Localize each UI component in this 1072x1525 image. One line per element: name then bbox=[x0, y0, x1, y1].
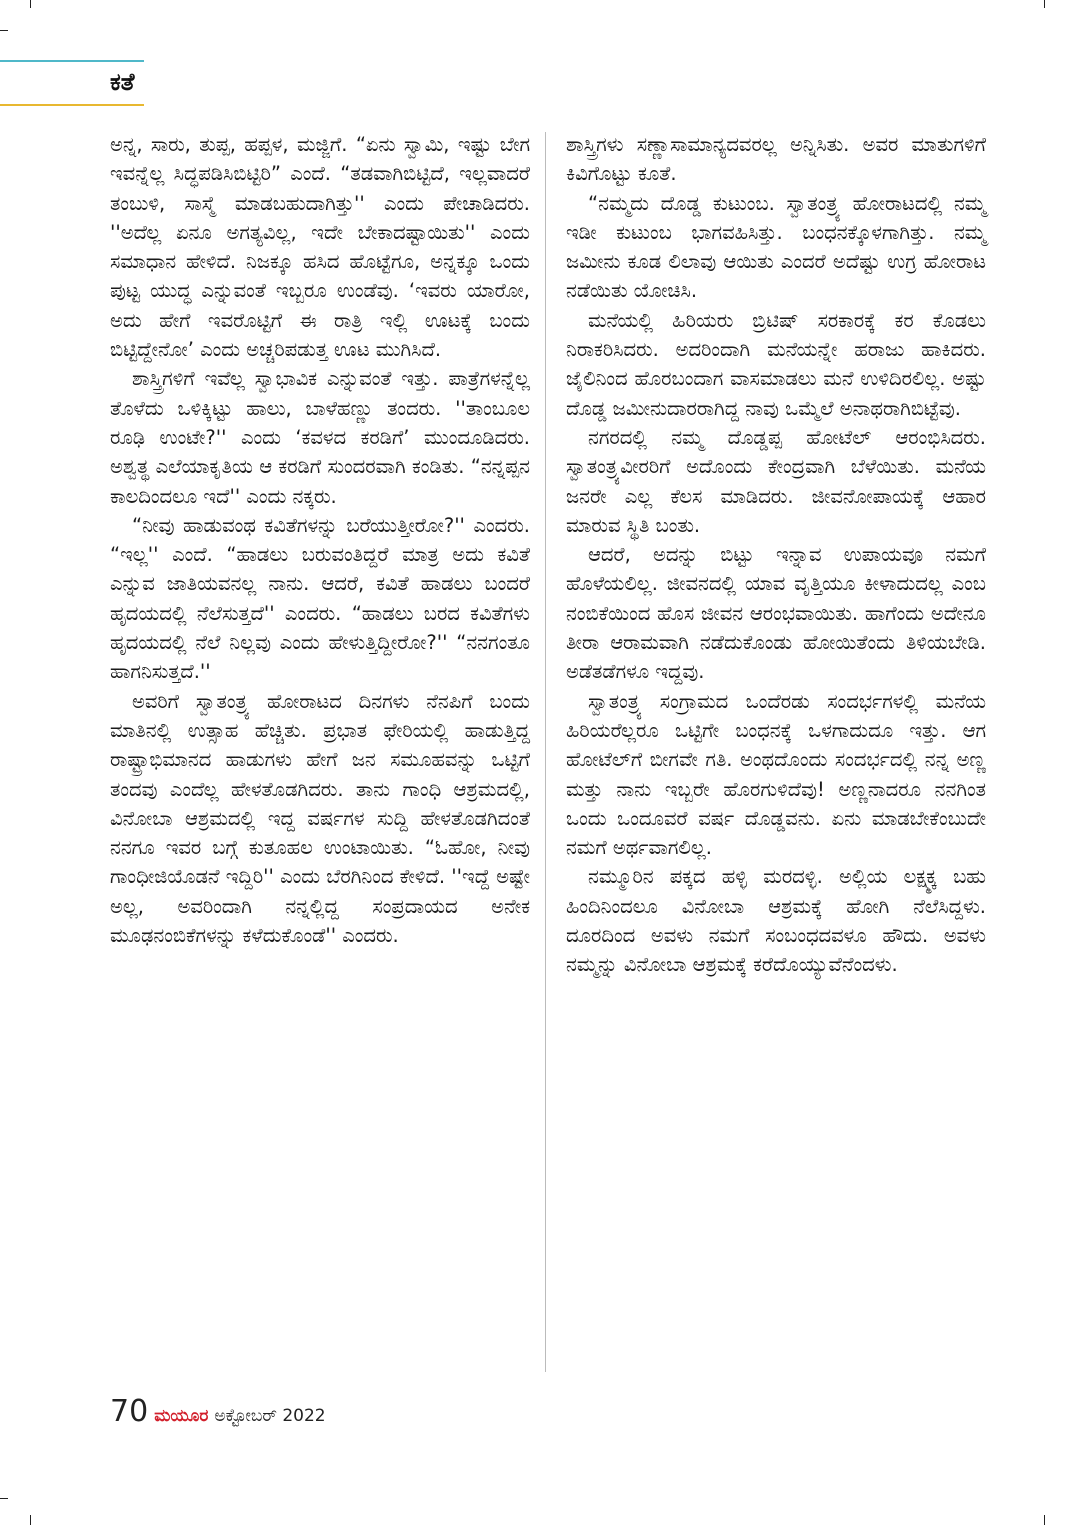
crop-mark bbox=[30, 0, 31, 8]
paragraph: “ನೀವು ಹಾಡುವಂಥ ಕವಿತೆಗಳನ್ನು ಬರೆಯುತ್ತೀರೋ?'' ಎಂದರು. “ಇಲ್ಲ'' ಎಂದೆ. “ಹಾಡಲು ಬರುವಂತಿದ್ದರೆ ಮಾತ್ರ ಅದು ಕವಿತೆ ಎನ್ನುವ ಜಾತಿಯವನಲ್ಲ ನಾನು. ಆದರೆ, ಕವಿತೆ ಹಾಡಲು ಬಂದರೆ ಹೃದಯದಲ್ಲಿ ನೆಲೆಸುತ್ತದೆ'' ಎಂದರು. “ಹಾಡಲು ಬರದ ಕವಿತೆಗಳು ಹೃದಯದಲ್ಲಿ ನೆಲೆ ನಿಲ್ಲವು ಎಂದು ಹೇಳುತ್ತಿದ್ದೀರೋ?'' “ನನಗಂತೂ ಹಾಗನಿಸುತ್ತದೆ.'' bbox=[110, 513, 530, 684]
paragraph: ಸ್ವಾತಂತ್ರ್ಯ ಸಂಗ್ರಾಮದ ಒಂದೆರಡು ಸಂದರ್ಭಗಳಲ್ಲಿ ಮನೆಯ ಹಿರಿಯರೆಲ್ಲರೂ ಒಟ್ಟಿಗೇ ಬಂಧನಕ್ಕೆ ಒಳಗಾದುದೂ ಇತ್ತು. ಆಗ ಹೋಟೆಲ್‌ಗೆ ಬೀಗವೇ ಗತಿ. ಅಂಥದೊಂದು ಸಂದರ್ಭದಲ್ಲಿ ನನ್ನ ಅಣ್ಣ ಮತ್ತು ನಾನು ಇಬ್ಬರೇ ಹೊರಗುಳಿದೆವು! ಅಣ್ಣನಾದರೂ ನನಗಿಂತ ಒಂದು ಒಂದೂವರೆ ವರ್ಷ ದೊಡ್ಡವನು. ಏನು ಮಾಡಬೇಕೆಂಬುದೇ ನಮಗೆ ಅರ್ಥವಾಗಲಿಲ್ಲ. bbox=[566, 689, 986, 860]
column-divider bbox=[545, 132, 546, 1372]
crop-mark bbox=[1044, 1515, 1045, 1525]
paragraph: ನಮ್ಮೂರಿನ ಪಕ್ಕದ ಹಳ್ಳಿ ಮರದಳ್ಳಿ. ಅಲ್ಲಿಯ ಲಕ್ಷ್ಮಕ್ಕ ಬಹು ಹಿಂದಿನಿಂದಲೂ ವಿನೋಬಾ ಆಶ್ರಮಕ್ಕೆ ಹೋಗಿ ನೆಲೆಸಿದ್ದಳು. ದೂರದಿಂದ ಅವಳು ನಮಗೆ ಸಂಬಂಧದವಳೂ ಹೌದು. ಅವಳು ನಮ್ಮನ್ನು ವಿನೋಬಾ ಆಶ್ರಮಕ್ಕೆ ಕರೆದೊಯ್ಯುವೆನೆಂದಳು. bbox=[566, 865, 986, 977]
paragraph: ಅನ್ನ, ಸಾರು, ತುಪ್ಪ, ಹಪ್ಪಳ, ಮಜ್ಜಿಗೆ. “ಏನು ಸ್ವಾಮಿ, ಇಷ್ಟು ಬೇಗ ಇವನ್ನೆಲ್ಲ ಸಿದ್ಧಪಡಿಸಿಬಿಟ್ಟಿರಿ” ಎಂದೆ. “ತಡವಾಗಿಬಿಟ್ಟಿದೆ, ಇಲ್ಲವಾದರೆ ತಂಬುಳಿ, ಸಾಸ್ಮೆ ಮಾಡಬಹುದಾಗಿತ್ತು'' ಎಂದು ಪೇಚಾಡಿದರು. ''ಅದೆಲ್ಲ ಏನೂ ಅಗತ್ಯವಿಲ್ಲ, ಇದೇ ಬೇಕಾದಷ್ಟಾಯಿತು'' ಎಂದು ಸಮಾಧಾನ ಹೇಳಿದೆ. ನಿಜಕ್ಕೂ ಹಸಿದ ಹೊಟ್ಟೆಗೂ, ಅನ್ನಕ್ಕೂ ಒಂದು ಪುಟ್ಟ ಯುದ್ಧ ಎನ್ನುವಂತೆ ಇಬ್ಬರೂ ಉಂಡೆವು. ‘ಇವರು ಯಾರೋ, ಅದು ಹೇಗೆ ಇವರೊಟ್ಟಿಗೆ ಈ ರಾತ್ರಿ ಇಲ್ಲಿ ಊಟಕ್ಕೆ ಬಂದು ಬಿಟ್ಟಿದ್ದೇನೋ’ ಎಂದು ಅಚ್ಚರಿಪಡುತ್ತ ಊಟ ಮುಗಿಸಿದೆ. bbox=[110, 133, 530, 362]
magazine-name: ಮಯೂರ bbox=[154, 1406, 209, 1426]
crop-mark bbox=[1044, 0, 1045, 8]
page-footer bbox=[110, 1394, 326, 1429]
issue-date: ಅಕ್ಟೋಬರ್ 2022 bbox=[214, 1406, 326, 1426]
paragraph: ಅವರಿಗೆ ಸ್ವಾತಂತ್ರ್ಯ ಹೋರಾಟದ ದಿನಗಳು ನೆನಪಿಗೆ ಬಂದು ಮಾತಿನಲ್ಲಿ ಉತ್ಸಾಹ ಹೆಚ್ಚಿತು. ಪ್ರಭಾತ ಫೇರಿಯಲ್ಲಿ ಹಾಡುತ್ತಿದ್ದ ರಾಷ್ಟ್ರಾಭಿಮಾನದ ಹಾಡುಗಳು ಹೇಗೆ ಜನ ಸಮೂಹವನ್ನು ಒಟ್ಟಿಗೆ ತಂದವು ಎಂದೆಲ್ಲ ಹೇಳತೊಡಗಿದರು. ತಾನು ಗಾಂಧಿ ಆಶ್ರಮದಲ್ಲಿ, ವಿನೋಬಾ ಆಶ್ರಮದಲ್ಲಿ ಇದ್ದ ವರ್ಷಗಳ ಸುದ್ದಿ ಹೇಳತೊಡಗಿದಂತೆ ನನಗೂ ಇವರ ಬಗ್ಗೆ ಕುತೂಹಲ ಉಂಟಾಯಿತು. “ಓಹೋ, ನೀವು ಗಾಂಧೀಜಿಯೊಡನೆ ಇದ್ದಿರಿ'' ಎಂದು ಬೆರಗಿನಿಂದ ಕೇಳಿದೆ. ''ಇದ್ದೆ ಅಷ್ಟೇ ಅಲ್ಲ, ಅವರಿಂದಾಗಿ ನನ್ನಲ್ಲಿದ್ದ ಸಂಪ್ರದಾಯದ ಅನೇಕ ಮೂಢನಂಬಿಕೆಗಳನ್ನು ಕಳೆದುಕೊಂಡೆ'' ಎಂದರು. bbox=[110, 689, 530, 948]
crop-mark bbox=[30, 1515, 31, 1525]
paragraph: ಮನೆಯಲ್ಲಿ ಹಿರಿಯರು ಬ್ರಿಟಿಷ್ ಸರಕಾರಕ್ಕೆ ಕರ ಕೊಡಲು ನಿರಾಕರಿಸಿದರು. ಅದರಿಂದಾಗಿ ಮನೆಯನ್ನೇ ಹರಾಜು ಹಾಕಿದರು. ಜೈಲಿನಿಂದ ಹೊರಬಂದಾಗ ವಾಸಮಾಡಲು ಮನೆ ಉಳಿದಿರಲಿಲ್ಲ. ಅಷ್ಟು ದೊಡ್ಡ ಜಮೀನುದಾರರಾಗಿದ್ದ ನಾವು ಒಮ್ಮೆಲೆ ಅನಾಥರಾಗಿಬಿಟ್ಟೆವು. bbox=[566, 308, 986, 420]
section-rule-bottom bbox=[0, 104, 144, 106]
right-column bbox=[566, 130, 986, 980]
paragraph: ಆದರೆ, ಅದನ್ನು ಬಿಟ್ಟು ಇನ್ನಾವ ಉಪಾಯವೂ ನಮಗೆ ಹೊಳೆಯಲಿಲ್ಲ. ಜೀವನದಲ್ಲಿ ಯಾವ ವೃತ್ತಿಯೂ ಕೀಳಾದುದಲ್ಲ ಎಂಬ ನಂಬಿಕೆಯಿಂದ ಹೊಸ ಜೀವನ ಆರಂಭವಾಯಿತು. ಹಾಗೆಂದು ಅದೇನೂ ತೀರಾ ಆರಾಮವಾಗಿ ನಡೆದುಕೊಂಡು ಹೋಯಿತೆಂದು ತಿಳಿಯಬೇಡಿ. ಅಡೆತಡೆಗಳೂ ಇದ್ದವು. bbox=[566, 543, 986, 684]
paragraph: “ನಮ್ಮದು ದೊಡ್ಡ ಕುಟುಂಬ. ಸ್ವಾತಂತ್ರ್ಯ ಹೋರಾಟದಲ್ಲಿ ನಮ್ಮ ಇಡೀ ಕುಟುಂಬ ಭಾಗವಹಿಸಿತ್ತು. ಬಂಧನಕ್ಕೊಳಗಾಗಿತ್ತು. ನಮ್ಮ ಜಮೀನು ಕೂಡ ಲಿಲಾವು ಆಯಿತು ಎಂದರೆ ಅದೆಷ್ಟು ಉಗ್ರ ಹೋರಾಟ ನಡೆಯಿತು ಯೋಚಿಸಿ. bbox=[566, 191, 986, 303]
paragraph: ಶಾಸ್ತ್ರಿಗಳು ಸಣ್ಣಾಸಾಮಾನ್ಯದವರಲ್ಲ ಅನ್ನಿಸಿತು. ಅವರ ಮಾತುಗಳಿಗೆ ಕಿವಿಗೊಟ್ಟು ಕೂತೆ. bbox=[566, 133, 986, 186]
section-rule-top bbox=[0, 60, 144, 62]
section-title: ಕತೆ bbox=[110, 68, 135, 96]
crop-mark bbox=[0, 30, 8, 31]
page-number: 70 bbox=[110, 1394, 149, 1429]
paragraph: ನಗರದಲ್ಲಿ ನಮ್ಮ ದೊಡ್ಡಪ್ಪ ಹೋಟೆಲ್ ಆರಂಭಿಸಿದರು. ಸ್ವಾತಂತ್ರ್ಯವೀರರಿಗೆ ಅದೊಂದು ಕೇಂದ್ರವಾಗಿ ಬೆಳೆಯಿತು. ಮನೆಯ ಜನರೇ ಎಲ್ಲ ಕೆಲಸ ಮಾಡಿದರು. ಜೀವನೋಪಾಯಕ್ಕೆ ಆಹಾರ ಮಾರುವ ಸ್ಥಿತಿ ಬಂತು. bbox=[566, 425, 986, 537]
left-column bbox=[110, 130, 530, 950]
crop-mark bbox=[0, 1498, 8, 1499]
paragraph: ಶಾಸ್ತ್ರಿಗಳಿಗೆ ಇವೆಲ್ಲ ಸ್ವಾಭಾವಿಕ ಎನ್ನುವಂತೆ ಇತ್ತು. ಪಾತ್ರೆಗಳನ್ನೆಲ್ಲ ತೊಳೆದು ಒಳಿಕ್ಕಿಟ್ಟು ಹಾಲು, ಬಾಳೆಹಣ್ಣು ತಂದರು. ''ತಾಂಬೂಲ ರೂಢಿ ಉಂಟೇ?'' ಎಂದು ‘ಕವಳದ ಕರಡಿಗೆ’ ಮುಂದೂಡಿದರು. ಅಶ್ವತ್ಥ ಎಲೆಯಾಕೃತಿಯ ಆ ಕರಡಿಗೆ ಸುಂದರವಾಗಿ ಕಂಡಿತು. “ನನ್ನಪ್ಪನ ಕಾಲದಿಂದಲೂ ಇದೆ'' ಎಂದು ನಕ್ಕರು. bbox=[110, 367, 530, 508]
